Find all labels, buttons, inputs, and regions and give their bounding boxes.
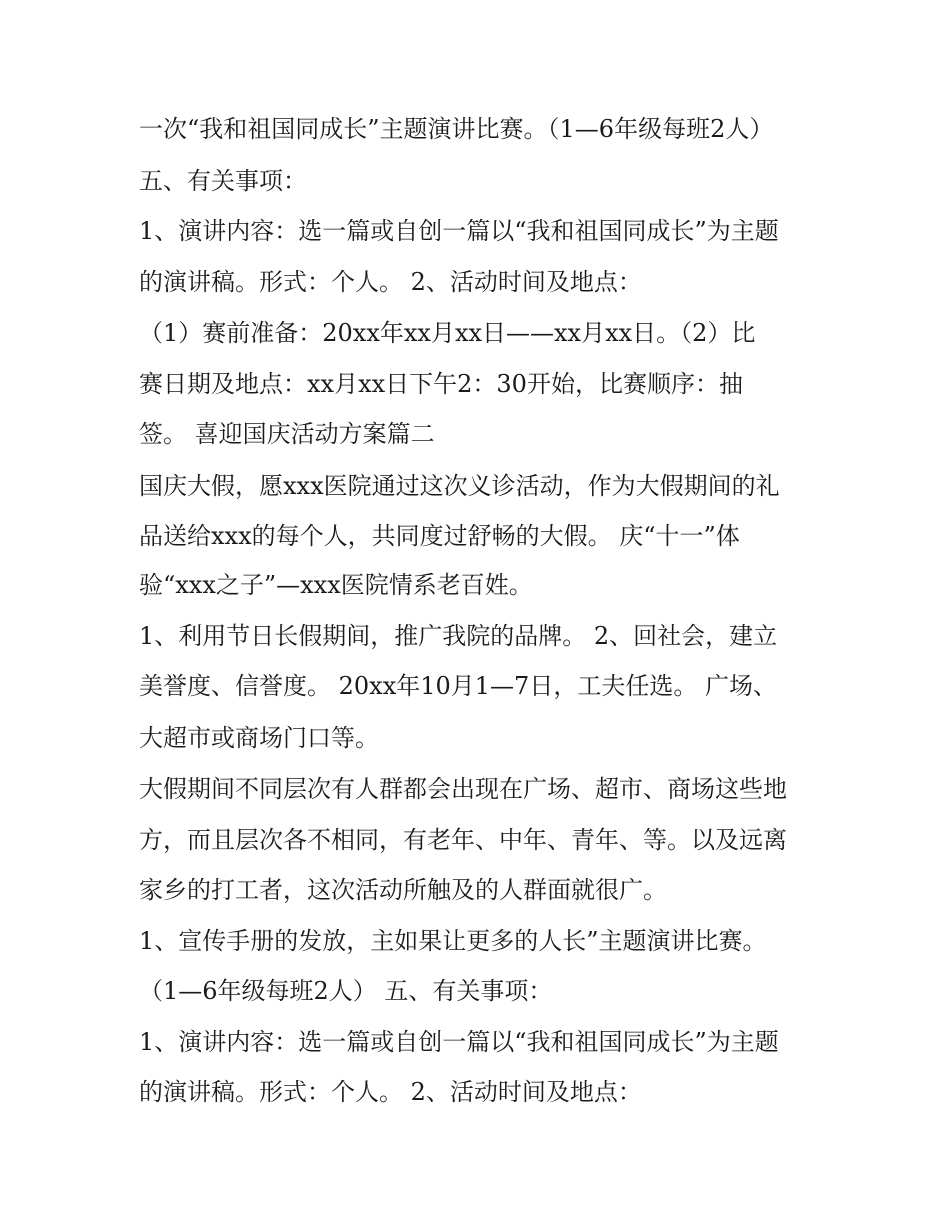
text-line: 1、宣传手册的发放，主如果让更多的人长”主题演讲比赛。 bbox=[139, 927, 767, 955]
text-line: 签。 喜迎国庆活动方案篇二 bbox=[139, 420, 435, 448]
text-line: 1、演讲内容：选一篇或自创一篇以“我和祖国同成长”为主题 bbox=[139, 217, 779, 245]
text-line: 大超市或商场门口等。 bbox=[139, 724, 379, 752]
text-line: 验“xxx之子”—xxx医院情系老百姓。 bbox=[139, 571, 533, 599]
text-line: （1—6年级每班2人） 五、有关事项： bbox=[139, 977, 553, 1005]
text-line: 一次“我和祖国同成长”主题演讲比赛。（1—6年级每班2人） bbox=[139, 115, 774, 143]
text-line: 的演讲稿。形式：个人。 2、活动时间及地点： bbox=[139, 1078, 642, 1106]
text-line: 家乡的打工者，这次活动所触及的人群面就很广。 bbox=[139, 876, 667, 904]
text-line: 的演讲稿。形式：个人。 2、活动时间及地点： bbox=[139, 268, 642, 296]
section-heading: 五、有关事项： bbox=[139, 167, 307, 195]
text-line: 方，而且层次各不相同，有老年、中年、青年、等。以及远离 bbox=[139, 826, 787, 854]
text-line: 品送给xxx的每个人，共同度过舒畅的大假。 庆“十一”体 bbox=[139, 522, 740, 550]
text-line: （1）赛前准备：20xx年xx月xx日——xx月xx日。（2）比 bbox=[139, 319, 756, 347]
text-line: 1、利用节日长假期间，推广我院的品牌。 2、回社会，建立 bbox=[139, 622, 778, 650]
text-line: 国庆大假，愿xxx医院通过这次义诊活动，作为大假期间的礼 bbox=[139, 472, 780, 500]
text-line: 大假期间不同层次有人群都会出现在广场、超市、商场这些地 bbox=[139, 775, 787, 803]
text-line: 1、演讲内容：选一篇或自创一篇以“我和祖国同成长”为主题 bbox=[139, 1028, 779, 1056]
text-line: 美誉度、信誉度。 20xx年10月1—7日，工夫任选。 广场、 bbox=[139, 672, 777, 700]
text-line: 赛日期及地点：xx月xx日下午2：30开始，比赛顺序：抽 bbox=[139, 370, 743, 398]
